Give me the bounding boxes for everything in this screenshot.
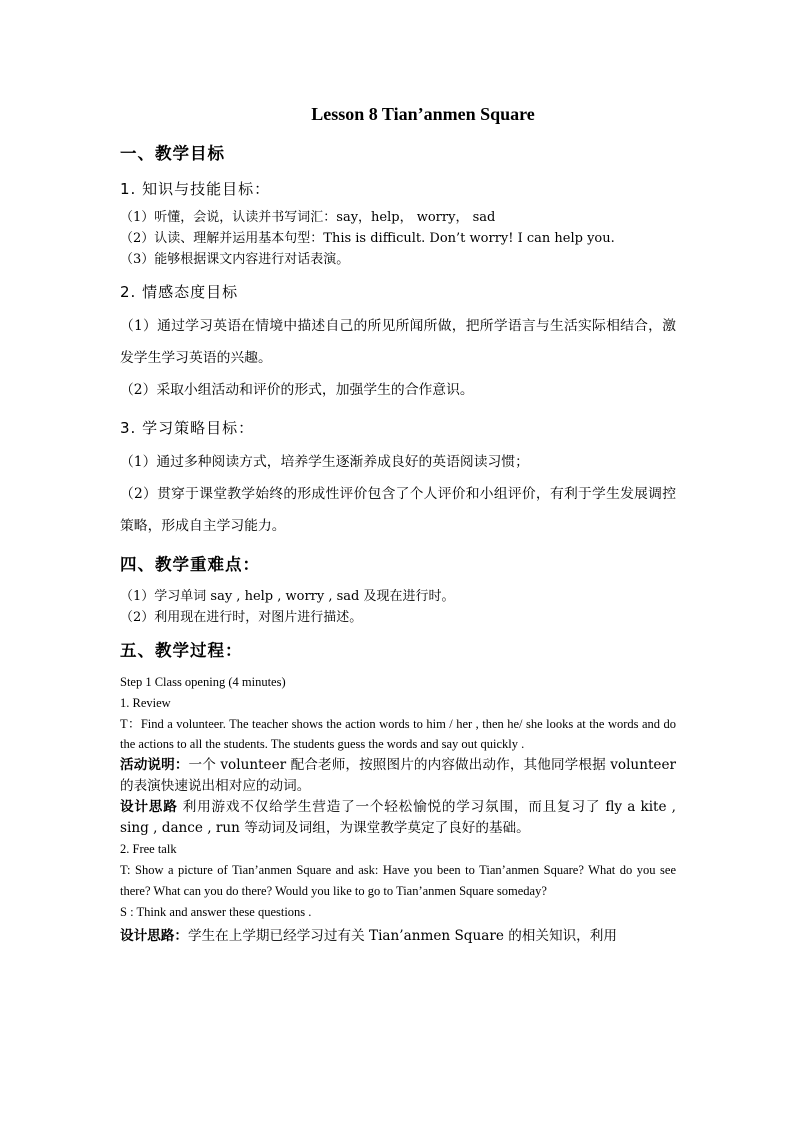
design-idea-2-label: 设计思路： — [120, 928, 188, 945]
strategy-item-2: （2）贯穿于课堂教学始终的形成性评价包含了个人评价和小组评价，有利于学生发展调控策略，形成自主学习能力。 — [120, 486, 676, 534]
review-heading: 1. Review — [120, 695, 171, 710]
emotion-attitude-heading: 2. 情感态度目标 — [120, 283, 239, 301]
key-point-item-2: （2）利用现在进行时，对图片进行描述。 — [120, 610, 363, 625]
design-idea-2 — [120, 926, 676, 947]
emotion-item-1: （1）通过学习英语在情境中描述自己的所见所闻所做，把所学语言与生活实际相结合，激发学生学习英语的兴趣。 — [120, 318, 676, 366]
free-talk-student-text: S : Think and answer these questions . — [120, 904, 312, 919]
free-talk-teacher-text: T: Show a picture of Tian’anmen Square and ask: Have you been to Tian’anmen Square? What do you see there? What can you do there? Would you like to go to Tian’anmen Square someday? — [120, 862, 676, 898]
design-idea-1-text: 利用游戏不仅给学生营造了一个轻松愉悦的学习氛围，而且复习了 fly a kite , sing , dance , run 等动词及词组，为课堂教学莫定了良好的基础。 — [120, 799, 676, 837]
learning-strategy-heading: 3. 学习策略目标： — [120, 419, 255, 437]
activity-text: 一个 volunteer 配合老师，按照图片的内容做出动作，其他同学根据 volunteer 的表演快速说出相对应的动词。 — [120, 757, 676, 795]
knowledge-item-2: （2）认读、理解并运用基本句型：This is difficult. Don’t worry! I can help you. — [120, 231, 615, 246]
review-teacher-text: T：Find a volunteer. The teacher shows the action words to him / her , then he/ she looks at the words and do the actions to all the students. The students guess the words and say out quickly . — [120, 716, 676, 752]
section-teaching-process-heading: 五、教学过程： — [120, 641, 243, 660]
activity-description — [120, 755, 676, 797]
section-key-points-heading: 四、教学重难点： — [120, 555, 260, 574]
knowledge-item-1: （1）听懂，会说，认读并书写词汇：say，help， worry， sad — [120, 210, 496, 225]
section-teaching-goals-heading: 一、教学目标 — [120, 144, 225, 163]
key-point-item-1: （1）学习单词 say , help , worry , sad 及现在进行时。 — [120, 589, 455, 604]
activity-label: 活动说明： — [120, 757, 189, 774]
step1-heading: Step 1 Class opening (4 minutes) — [120, 675, 286, 689]
knowledge-item-3: （3）能够根据课文内容进行对话表演。 — [120, 252, 350, 267]
strategy-item-1: （1）通过多种阅读方式，培养学生逐渐养成良好的英语阅读习惯； — [120, 454, 529, 470]
design-idea-2-text: 学生在上学期已经学习过有关 Tian’anmen Square 的相关知识，利用 — [187, 928, 617, 945]
document-content — [120, 104, 676, 947]
emotion-item-2: （2）采取小组活动和评价的形式，加强学生的合作意识。 — [120, 382, 474, 398]
design-idea-1 — [120, 797, 676, 839]
lesson-title: Lesson 8 Tian’anmen Square — [311, 104, 535, 124]
knowledge-skills-heading: 1. 知识与技能目标： — [120, 180, 271, 198]
design-idea-1-label: 设计思路 — [120, 799, 178, 816]
free-talk-heading: 2. Free talk — [120, 842, 177, 857]
